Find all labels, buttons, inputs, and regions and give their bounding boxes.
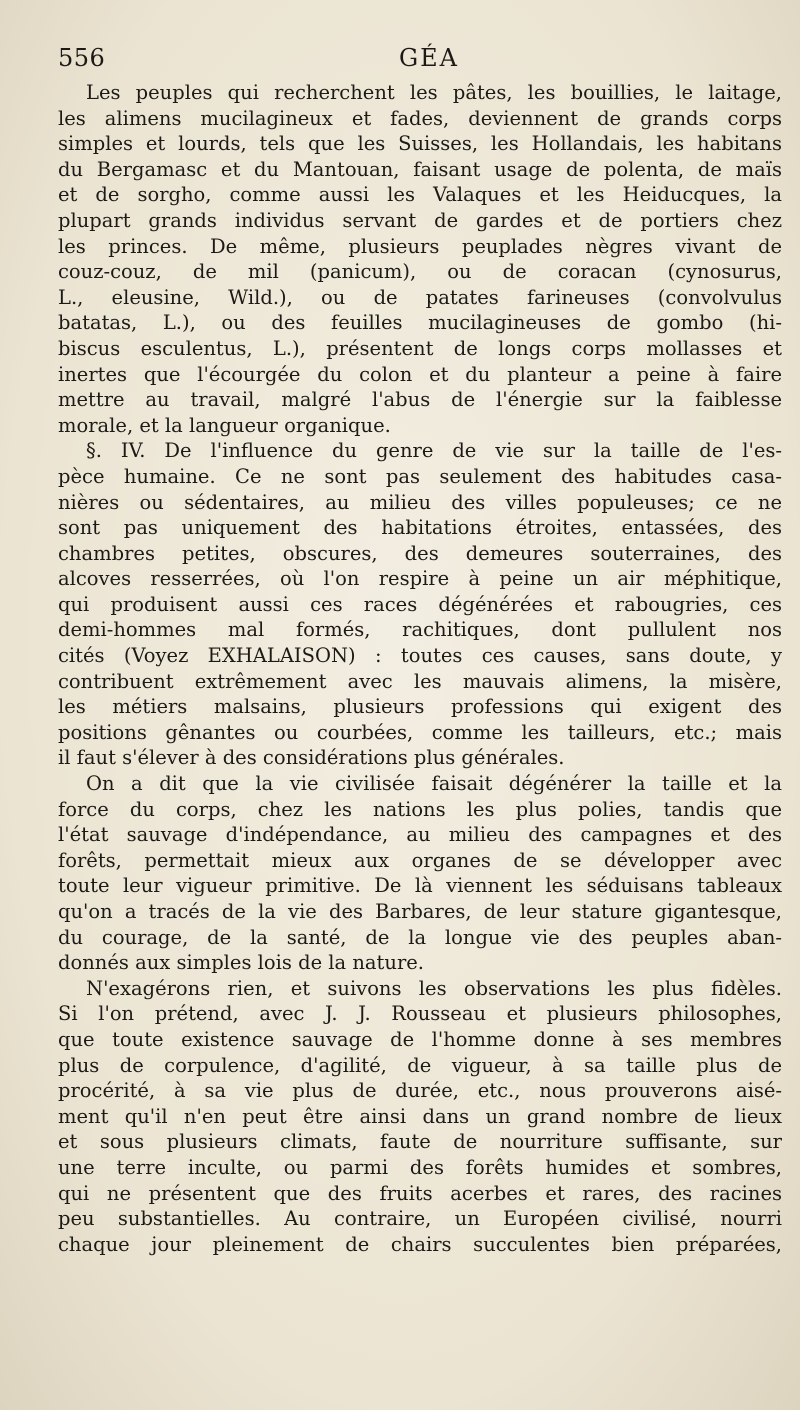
text-line: et de sorgho, comme aussi les Valaques et les Heiducques, la [58, 183, 782, 207]
text-line: force du corps, chez les nations les plus polies, tandis que [58, 797, 782, 821]
text-line: chaque jour pleinement de chairs succulentes bien préparées, [58, 1232, 782, 1256]
text-line: les métiers malsains, plusieurs professions qui exigent des [58, 695, 782, 719]
text-line: nières ou sédentaires, au milieu des villes populeuses; ce ne [58, 490, 782, 514]
text-line: procérité, à sa vie plus de durée, etc., nous prouverons aisé- [58, 1079, 782, 1103]
text-line: cités (Voyez EXHALAISON) : toutes ces causes, sans doute, y [58, 644, 782, 668]
text-line: sont pas uniquement des habitations étroites, entassées, des [58, 516, 782, 540]
text-line: du courage, de la santé, de la longue vie des peuples aban- [58, 925, 782, 949]
text-line: simples et lourds, tels que les Suisses, les Hollandais, les habitans [58, 132, 782, 156]
text-line: ment qu'il n'en peut être ainsi dans un grand nombre de lieux [58, 1104, 782, 1128]
text-line: inertes que l'écourgée du colon et du planteur a peine à faire [58, 362, 782, 386]
section-heading-line: §. IV. De l'influence du genre de vie sur la taille de l'es- [86, 439, 782, 463]
text-line: morale, et la langueur organique. [58, 413, 391, 437]
text-line: plupart grands individus servant de gardes et de portiers chez [58, 208, 782, 232]
page-number: 556 [58, 44, 106, 72]
text-line: positions gênantes ou courbées, comme les tailleurs, etc.; mais [58, 720, 782, 744]
text-line: pèce humaine. Ce ne sont pas seulement des habitudes casa- [58, 464, 782, 488]
text-line: demi-hommes mal formés, rachitiques, dont pullulent nos [58, 618, 782, 642]
text-body [58, 80, 782, 1257]
text-line: alcoves resserrées, où l'on respire à peine un air méphitique, [58, 567, 782, 591]
text-line: contribuent extrêmement avec les mauvais alimens, la misère, [58, 669, 782, 693]
text-line: il faut s'élever à des considérations plus générales. [58, 746, 565, 770]
text-line: les alimens mucilagineux et fades, deviennent de grands corps [58, 106, 782, 130]
text-line: qu'on a tracés de la vie des Barbares, de leur stature gigantesque, [58, 900, 782, 923]
text-line: peu substantielles. Au contraire, un Européen civilisé, nourri [58, 1207, 782, 1231]
running-title: GÉA [398, 44, 460, 72]
text-line: L., eleusine, Wild.), ou de patates farineuses (convolvulus [58, 285, 782, 309]
text-line: donnés aux simples lois de la nature. [58, 951, 425, 975]
text-line: toute leur vigueur primitive. De là viennent les séduisans tableaux [58, 874, 782, 898]
text-line: les princes. De même, plusieurs peuplades nègres vivant de [58, 234, 782, 258]
text-line: On a dit que la vie civilisée faisait dégénérer la taille et la [86, 772, 782, 796]
text-line: qui produisent aussi ces races dégénérées et rabougries, ces [58, 592, 782, 616]
text-line: mettre au travail, malgré l'abus de l'énergie sur la faiblesse [58, 388, 782, 412]
text-line: N'exagérons rien, et suivons les observations les plus fidèles. [86, 976, 782, 1000]
text-line: forêts, permettait mieux aux organes de se développer avec [58, 848, 782, 872]
text-line: que toute existence sauvage de l'homme donne à ses membres [58, 1027, 782, 1051]
text-line: couz-couz, de mil (panicum), ou de coracan (cynosurus, [58, 260, 782, 284]
text-line: l'état sauvage d'indépendance, au milieu des campagnes et des [58, 823, 782, 847]
text-line: biscus esculentus, L.), présentent de longs corps mollasses et [58, 336, 782, 360]
page-header [58, 44, 770, 80]
text-line: Si l'on prétend, avec J. J. Rousseau et plusieurs philosophes, [58, 1002, 782, 1026]
text-line: Les peuples qui recherchent les pâtes, les bouillies, le laitage, [86, 81, 782, 104]
text-line: plus de corpulence, d'agilité, de vigueur, à sa taille plus de [58, 1053, 782, 1077]
text-line: batatas, L.), ou des feuilles mucilagineuses de gombo (hi- [58, 311, 782, 335]
text-line: et sous plusieurs climats, faute de nourriture suffisante, sur [58, 1130, 782, 1154]
text-line: chambres petites, obscures, des demeures souterraines, des [58, 541, 782, 565]
text-line: qui ne présentent que des fruits acerbes et rares, des racines [58, 1181, 782, 1205]
text-line: du Bergamasc et du Mantouan, faisant usage de polenta, de maïs [58, 157, 782, 181]
text-line: une terre inculte, ou parmi des forêts humides et sombres, [58, 1155, 782, 1179]
